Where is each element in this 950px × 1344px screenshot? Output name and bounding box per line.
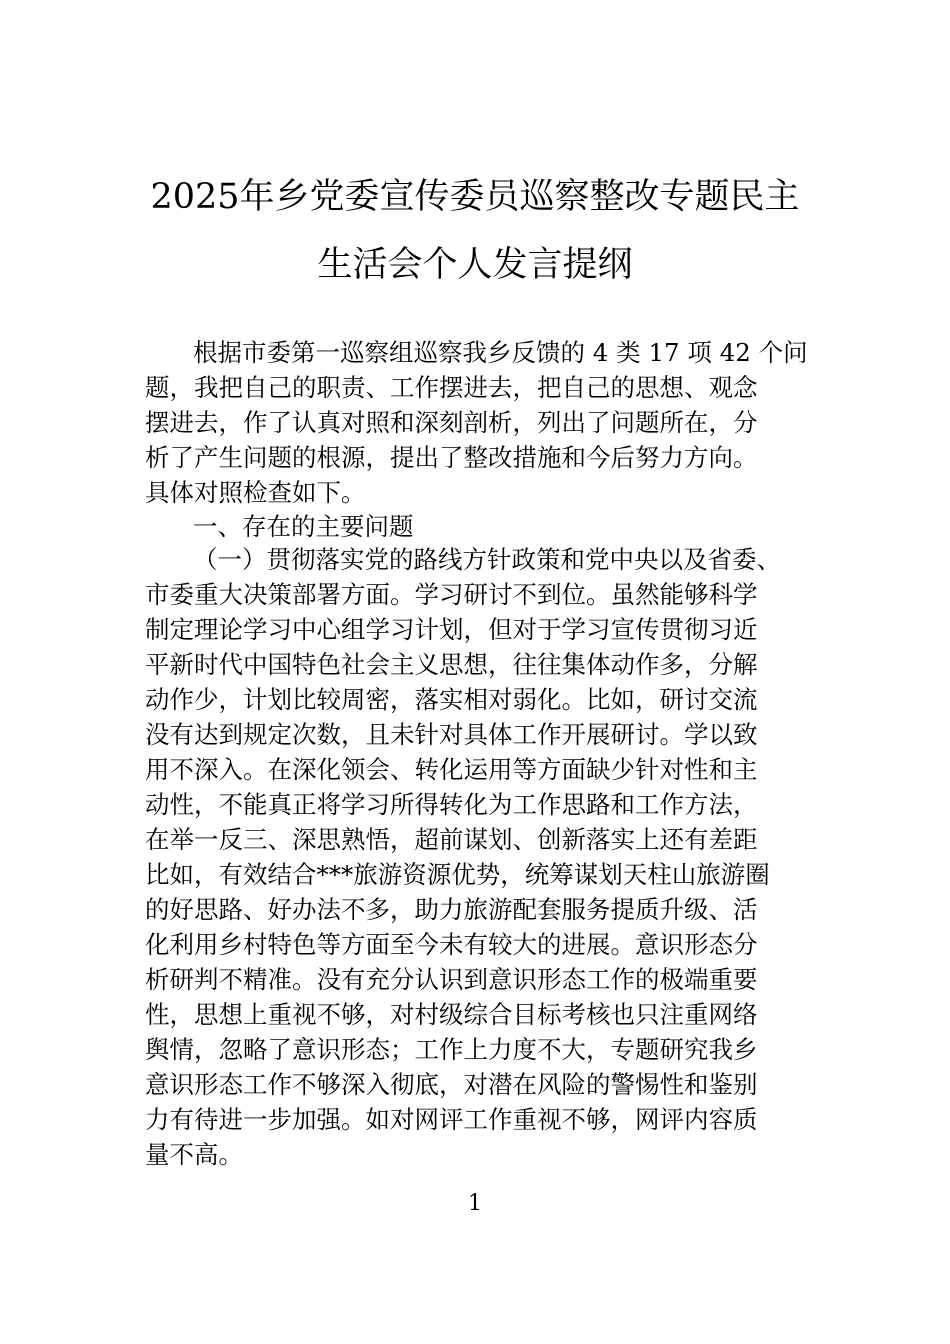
paragraph-line: 析研判不精准。没有充分认识到意识形态工作的极端重要 — [145, 965, 758, 994]
paragraph-line: 在举一反三、深思熟悟，超前谋划、创新落实上还有差距 — [145, 825, 758, 854]
paragraph-line: 意识形态工作不够深入彻底，对潜在风险的警惕性和鉴别 — [145, 1070, 758, 1099]
paragraph-line: 制定理论学习中心组学习计划，但对于学习宣传贯彻习近 — [145, 615, 758, 644]
paragraph-line: 舆情，忽略了意识形态；工作上力度不大，专题研究我乡 — [145, 1035, 758, 1064]
paragraph-line: 平新时代中国特色社会主义思想，往往集体动作多，分解 — [145, 650, 758, 679]
document-title-line-1: 2025年乡党委宣传委员巡察整改专题民主 — [150, 177, 800, 217]
paragraph-line: 题，我把自己的职责、工作摆进去，把自己的思想、观念 — [145, 373, 758, 402]
paragraph-line: （一）贯彻落实党的路线方针政策和党中央以及省委、 — [193, 545, 781, 574]
paragraph-line: 没有达到规定次数，且未针对具体工作开展研讨。学以致 — [145, 720, 758, 749]
paragraph-line: 力有待进一步加强。如对网评工作重视不够，网评内容质 — [145, 1105, 758, 1134]
paragraph-line: 摆进去，作了认真对照和深刻剖析，列出了问题所在，分 — [145, 408, 758, 437]
page-number: 1 — [468, 1191, 482, 1216]
paragraph-line: 析了产生问题的根源，提出了整改措施和今后努力方向。 — [145, 443, 758, 472]
section-heading: 一、存在的主要问题 — [193, 512, 414, 541]
paragraph-line: 量不高。 — [145, 1140, 243, 1169]
document-title-line-2: 生活会个人发言提纲 — [317, 245, 633, 285]
paragraph-line: 市委重大决策部署方面。学习研讨不到位。虽然能够科学 — [145, 580, 758, 609]
paragraph-line: 动作少，计划比较周密，落实相对弱化。比如，研讨交流 — [145, 685, 758, 714]
paragraph-line: 性，思想上重视不够，对村级综合目标考核也只注重网络 — [145, 1000, 758, 1029]
paragraph-line: 用不深入。在深化领会、转化运用等方面缺少针对性和主 — [145, 755, 758, 784]
paragraph-line: 比如，有效结合***旅游资源优势，统筹谋划天柱山旅游圈 — [145, 860, 770, 889]
paragraph-line: 化利用乡村特色等方面至今未有较大的进展。意识形态分 — [145, 930, 758, 959]
paragraph-line: 的好思路、好办法不多，助力旅游配套服务提质升级、活 — [145, 895, 758, 924]
paragraph-line: 具体对照检查如下。 — [145, 478, 366, 507]
paragraph-line: 动性，不能真正将学习所得转化为工作思路和工作方法， — [145, 790, 758, 819]
paragraph-line: 根据市委第一巡察组巡察我乡反馈的 4 类 17 项 42 个问 — [193, 338, 808, 367]
